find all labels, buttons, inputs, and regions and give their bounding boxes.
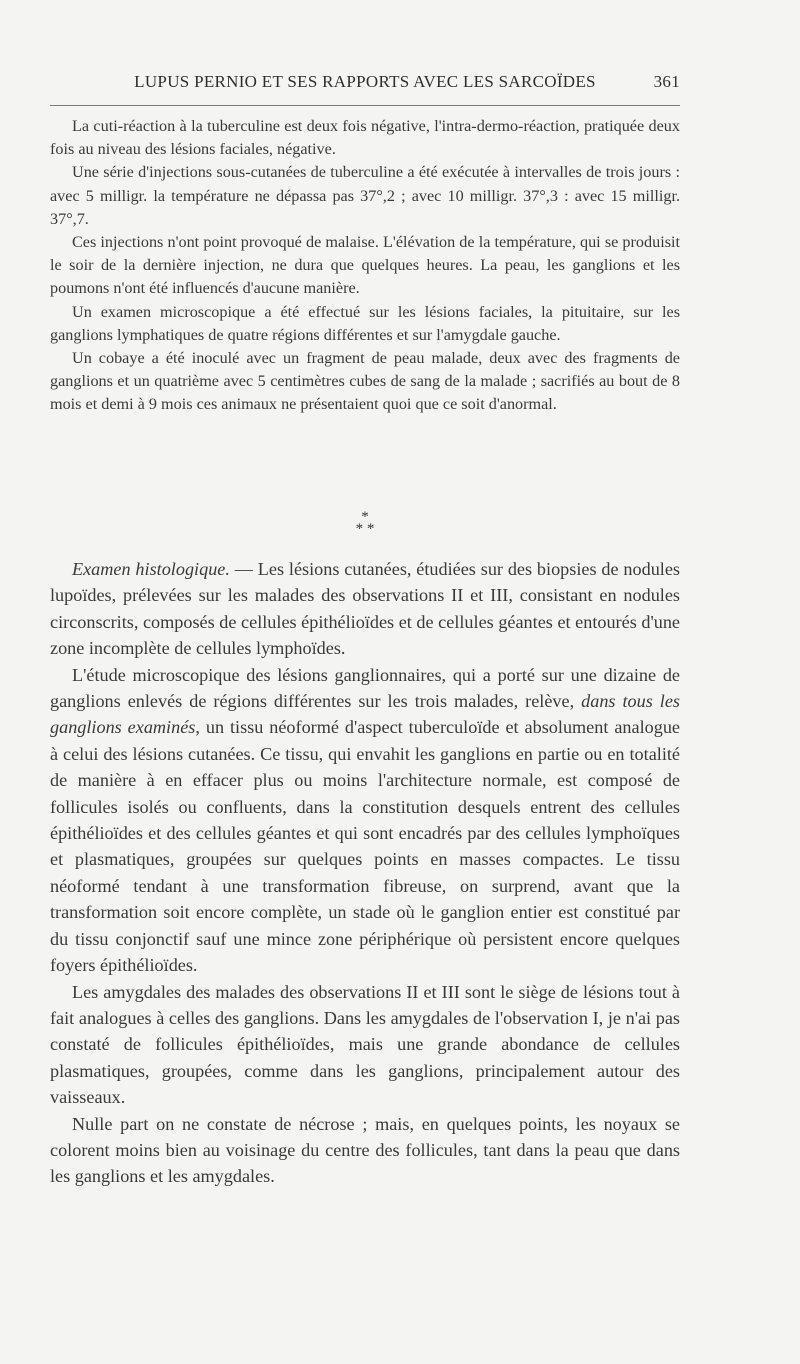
page-number: 361 [653, 72, 680, 91]
paragraph-skin-lesions [50, 556, 680, 662]
running-head [50, 72, 680, 98]
section-heading: Examen histologique. [72, 559, 230, 579]
lymph-text-before: L'étude microscopique des lésions ganglionnaires, qui a porté sur une dizaine de ganglions enlevés de régions différentes sur les trois malades, relève, [50, 664, 680, 712]
case-report-section [50, 115, 680, 417]
lymph-emphasis: dans tous les ganglions examinés [50, 691, 680, 738]
paragraph-lymph-node-lesions [50, 662, 680, 979]
separator-line-2: * * [355, 521, 375, 537]
running-title: LUPUS PERNIO ET SES RAPPORTS AVEC LES SARCOÏDES [134, 72, 596, 91]
paragraph-microscopic-exam: Un examen microscopique a été effectué sur les lésions faciales, la pituitaire, sur les ganglions lymphatiques de quatre régions différentes et sur l'amygdale gauche. [50, 302, 680, 344]
paragraph-necrosis: Nulle part on ne constate de nécrose ; mais, en quelques points, les noyaux se colorent moins bien au voisinage du centre des follicules, tant dans la peau que dans les ganglions et les amygdales. [50, 1113, 680, 1187]
paragraph-injection-effects: Ces injections n'ont point provoqué de malaise. L'élévation de la température, qui se produisit le soir de la dernière injection, ne dura que quelques heures. La peau, les ganglions et les poumons n'ont été influencés d'aucune manière. [50, 233, 680, 298]
histology-section [50, 556, 680, 1190]
paragraph-tonsils: Les amygdales des malades des observations II et III sont le siège de lésions tout à fait analogues à celles des ganglions. Dans les amygdales de l'observation I, je n'ai pas constaté de follicules épithélioïdes, mais une grande abondance de cellules plasmatiques, groupées, comme dans les ganglions, principalement autour des vaisseaux. [50, 981, 680, 1108]
paragraph-cuti-reaction: La cuti-réaction à la tuberculine est deux fois négative, l'intra-dermo-réaction, pratiquée deux fois au niveau des lésions faciales, négative. [50, 117, 680, 159]
separator-line-1: * [361, 509, 369, 525]
lymph-text-after: , un tissu néoformé d'aspect tuberculoïde et absolument analogue à celui des lésions cutanées. Ce tissu, qui envahit les ganglions en partie ou en totalité de manière à en effacer plus ou moins l'architecture normale, est composé de follicules isolés ou confluents, dans la constitution desquels entrent des cellules épithélioïdes et des cellules géantes et qui sont encadrés par des cellules lymphoïques et plasmatiques, groupées sur quelques points en masses compactes. Le tissu néoformé tendant à une transformation fibreuse, on surprend, avant que la transformation soit encore complète, un stade où le ganglion entier est constitué par du tissu conjonctif sauf une mince zone périphérique où persistent encore quelques foyers épithélioïdes. [50, 717, 680, 976]
paragraph-guinea-pig-inoculation: Un cobaye a été inoculé avec un fragment de peau malade, deux avec des fragments de ganglions et un quatrième avec 5 centimètres cubes de sang de la malade ; sacrifiés au bout de 8 mois et demi à 9 mois ces animaux ne présentaient quoi que ce soit d'anormal. [50, 349, 680, 414]
paragraph-tuberculin-injections: Une série d'injections sous-cutanées de tuberculine a été exécutée à intervalles de trois jours : avec 5 milligr. la température ne dépassa pas 37°,2 ; avec 10 milligr. 37°,3 : avec 15 milligr. 37°,7. [50, 163, 680, 228]
header-rule [50, 105, 680, 106]
section-separator [0, 511, 730, 535]
paragraph-skin-lesions-text: — Les lésions cutanées, étudiées sur des biopsies de nodules lupoïdes, prélevées sur les malades des observations II et III, consistant en nodules circonscrits, composés de cellules épithélioïdes et de cellules géantes et entourés d'une zone incomplète de cellules lymphoïdes. [50, 559, 680, 659]
